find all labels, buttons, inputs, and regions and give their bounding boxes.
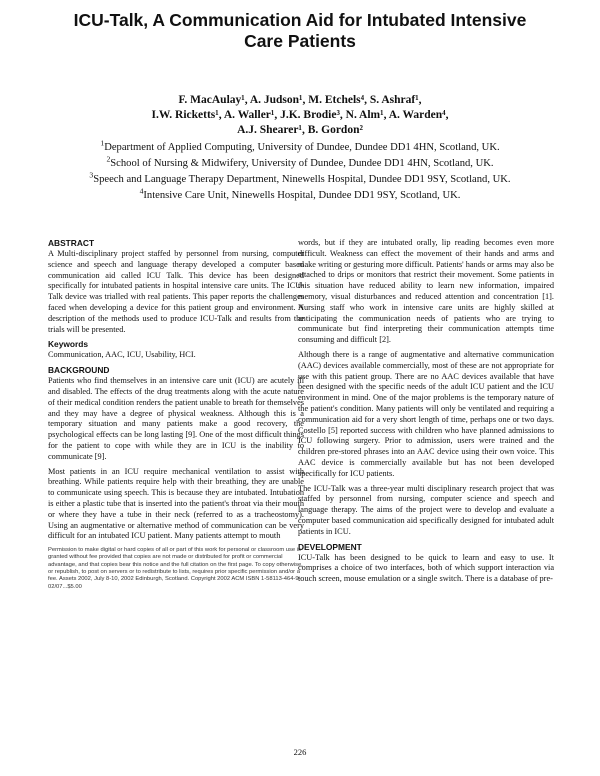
author-line: I.W. Ricketts¹, A. Waller¹, J.K. Brodie³, N. Alm¹, A. Warden⁴, — [151, 109, 449, 121]
title-line: Care Patients — [244, 31, 356, 51]
author-line: F. MacAulay¹, A. Judson¹, M. Etchels⁴, S. Ashraf¹, — [178, 94, 422, 106]
author-line: A.J. Shearer¹, B. Gordon² — [237, 124, 363, 136]
keywords-text: Communication, AAC, ICU, Usability, HCI. — [48, 350, 196, 360]
affiliation-text: School of Nursing & Midwifery, University of Dundee, Dundee DD1 4HN, Scotland, UK. — [110, 158, 494, 169]
background-paragraph: Most patients in an ICU require mechanical ventilation to assist with breathing. While patients require help with their breathing, they are unable to communicate using speech. This is because they are intubated. Intubation is either a plastic tube that is inserted into the patient's throat via their mouth or where they have a tube in their neck (referred to as a tracheostomy). Using an augmentative or alternative method of communication can be very difficult for an intubated ICU patient. Many patients attempt to mouth — [48, 466, 304, 541]
keywords-heading: Keywords — [48, 339, 89, 350]
right-column — [298, 238, 554, 589]
author-list — [60, 93, 540, 138]
background-paragraph: words, but if they are intubated orally, lip reading becomes even more difficult. Weakness can effect the movement of their hands and arms and make writing or gesturing more difficult. Patients' hands or arms may also be attached to drips or monitors that restrict their movement. Some patients in this situation have reduced ability to learn new information, impaired memory, visual disturbances and reduced attention and concentration [1]. Nursing staff who work in intensive care units are highly skilled at anticipating the communication needs of patients who are trying to communicate but find interpreting their communication attempts time consuming and difficult [2]. — [298, 238, 554, 345]
copyright-notice: Permission to make digital or hard copies of all or part of this work for personal or classroom use is granted without fee provided that copies are not made or distributed for profit or commercial advantage, and that copies bear this notice and the full citation on the first page. To copy otherwise, or republish, to post on servers or to redistribute to lists, requires prior specific permission and/or a fee. Assets 2002, July 8-10, 2002 Edinburgh, Scotland. Copyright 2002 ACM ISBN 1-58113-464-9-02/07...$5.00 — [48, 547, 303, 590]
affiliation — [20, 188, 580, 204]
affiliation — [20, 140, 580, 156]
affiliations — [20, 140, 580, 204]
affiliation-number: 2 — [106, 154, 111, 164]
development-text: ICU-Talk has been designed to be quick to learn and easy to use. It comprises a choice of two interfaces, both of which support interaction via touch screen, mouse emulation or a single switch. There is a database of pre- — [298, 552, 554, 584]
development-heading: DEVELOPMENT — [298, 541, 362, 552]
paper-title — [30, 10, 570, 52]
title-line: ICU-Talk, A Communication Aid for Intubated Intensive — [73, 10, 527, 30]
affiliation-text: Intensive Care Unit, Ninewells Hospital, Dundee DD1 9SY, Scotland, UK. — [143, 190, 461, 201]
affiliation-number: 3 — [89, 170, 94, 180]
affiliation-number: 1 — [100, 138, 105, 148]
affiliation — [20, 172, 580, 188]
background-heading: BACKGROUND — [48, 365, 110, 376]
background-paragraph: Patients who find themselves in an intensive care unit (ICU) are acutely ill and disabled. The effects of the drug treatments along with the acute nature of their medical condition renders the patient unable to breath for themselves and they may have a degree of physical weakness. Although this is a temporary situation and many patients make a good recovery, the psychological effects can be long lasting [9]. One of the most difficult things for the patient to cope with while they are in ICU is the inability to communicate [9]. — [48, 376, 304, 461]
page-number: 226 — [293, 747, 307, 757]
affiliation — [20, 156, 580, 172]
affiliation-number: 4 — [139, 186, 144, 196]
affiliation-text: Department of Applied Computing, University of Dundee, Dundee DD1 4HN, Scotland, UK. — [104, 142, 500, 153]
abstract-heading: ABSTRACT — [48, 238, 95, 248]
abstract-text: A Multi-disciplinary project staffed by personnel from nursing, computer science and speech and language therapy developed a computer based communication aid called ICU Talk. This device has been designed specifically for intubated patients in hospital intensive care units. The ICU-Talk device was trialled with real patients. This paper reports the challenges faced when developing a device for this patient group and environment. A description of the methods used to produce ICU-Talk and results from the trials will be presented. — [48, 249, 304, 334]
background-paragraph: The ICU-Talk was a three-year multi disciplinary research project that was staffed by personnel from nursing, computer science and speech and language therapy. The aims of the project were to develop and evaluate a computer based communication aid specifically designed for intubated adult patients in ICU. — [298, 483, 554, 536]
background-paragraph: Although there is a range of augmentative and alternative communication (AAC) devices available commercially, most of these are not appropriate for use with this patient group. There are no AAC devices available that have been designed with the specific needs of the adult ICU patient and the ICU environment in mind. One of the major problems is the temporary nature of the patient's condition. Many patients will only be ventilated and requiring a communication aid for a very short length of time, perhaps one or two days. Costello [5] reported success with children who have planned admissions to ICU following surgery. Prior to admission, users were trained and the children pre-stored phrases into an AAC device using their own voice. This AAC device is commercially available but has not been developed specifically for ICU patients. — [298, 349, 554, 478]
affiliation-text: Speech and Language Therapy Department, Ninewells Hospital, Dundee DD1 9SY, Scotland, UK. — [93, 174, 511, 185]
left-column — [48, 238, 304, 591]
